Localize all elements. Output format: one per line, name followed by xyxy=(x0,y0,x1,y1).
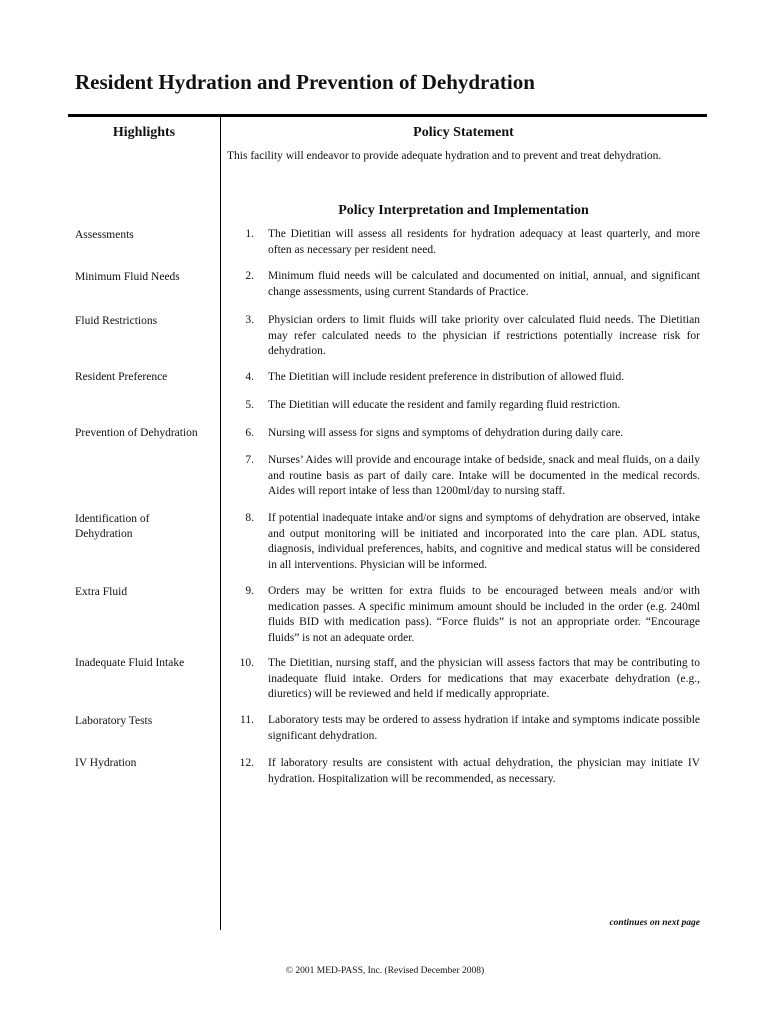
page-title: Resident Hydration and Prevention of Dehydration xyxy=(75,70,535,94)
item-text: Nurses’ Aides will provide and encourage intake of bedside, snack and meal fluids, on a daily and routine basis as part of daily care. Intake will be documented in the medical records. Aides will report intake of less than 1200ml/day to nursing staff. xyxy=(268,454,700,497)
item-text: Orders may be written for extra fluids to be encouraged between meals and/or with medication passes. A specific minimum amount should be included in the order (e.g. 240ml fluids BID with medication pass). “Force fluids” is not an appropriate order. “Encourage fluids” is not an adequate order. xyxy=(268,585,700,644)
item-number: 3. xyxy=(245,314,254,326)
title-rule xyxy=(68,114,707,117)
item-text: The Dietitian, nursing staff, and the physician will assess factors that may be contributing to inadequate fluid intake. Orders for medications that may exacerbate dehydration (e.g., diuretics) will be reviewed and held if medically appropriate. xyxy=(268,657,700,700)
highlight-assessments: Assessments xyxy=(75,229,134,241)
highlight-extra-fluid: Extra Fluid xyxy=(75,586,128,598)
item-number: 9. xyxy=(245,585,254,597)
item-text: Laboratory tests may be ordered to assess hydration if intake and symptoms indicate possible significant dehydration. xyxy=(268,714,700,742)
highlight-minimum-fluid-needs: Minimum Fluid Needs xyxy=(75,271,180,283)
item-text: If potential inadequate intake and/or signs and symptoms of dehydration are observed, intake and output monitoring will be initiated and incorporated into the care plan. ADL status, diagnosis, individual preferences, habits, and cognitive and medical status will be considered in all interventions. Physician will be informed. xyxy=(268,512,700,571)
item-text: The Dietitian will educate the resident and family regarding fluid restriction. xyxy=(268,399,621,411)
policy-statement-text: This facility will endeavor to provide adequate hydration and to prevent and treat dehydration. xyxy=(227,150,662,162)
item-text: Physician orders to limit fluids will take priority over calculated fluid needs. The Dietitian may refer calculated needs to the physician if restrictions potentially increase risk for dehydration. xyxy=(268,314,700,357)
item-number: 1. xyxy=(245,228,254,240)
highlight-inadequate-fluid-intake: Inadequate Fluid Intake xyxy=(75,657,185,669)
item-number: 4. xyxy=(245,371,254,383)
highlights-heading: Highlights xyxy=(112,125,176,140)
item-text: The Dietitian will assess all residents for hydration adequacy at least quarterly, and more often as necessary per resident need. xyxy=(268,228,700,256)
item-number: 8. xyxy=(245,512,254,524)
continues-note: continues on next page xyxy=(609,918,700,928)
item-text: Minimum fluid needs will be calculated and documented on initial, annual, and significant change assessments, using current Standards of Practice. xyxy=(268,270,700,298)
highlight-identification-of-dehydration: Identification of Dehydration xyxy=(75,513,150,540)
highlight-iv-hydration: IV Hydration xyxy=(75,757,137,769)
copyright-footer: © 2001 MED-PASS, Inc. (Revised December 2008) xyxy=(285,966,485,976)
item-text: The Dietitian will include resident preference in distribution of allowed fluid. xyxy=(268,371,625,383)
item-text: Nursing will assess for signs and symptoms of dehydration during daily care. xyxy=(268,427,624,439)
highlight-fluid-restrictions: Fluid Restrictions xyxy=(75,315,158,327)
highlight-resident-preference: Resident Preference xyxy=(75,371,168,383)
interpretation-heading: Policy Interpretation and Implementation xyxy=(338,203,589,218)
item-number: 2. xyxy=(245,270,254,282)
item-number: 10. xyxy=(239,657,254,669)
item-number: 6. xyxy=(245,427,254,439)
highlight-laboratory-tests: Laboratory Tests xyxy=(75,715,153,727)
item-text: If laboratory results are consistent with actual dehydration, the physician may initiate IV hydration. Hospitalization will be recommended, as necessary. xyxy=(268,757,700,785)
policy-statement-heading: Policy Statement xyxy=(413,125,514,140)
item-number: 11. xyxy=(240,714,254,726)
highlight-prevention-of-dehydration: Prevention of Dehydration xyxy=(75,427,198,439)
item-number: 12. xyxy=(239,757,254,769)
item-number: 5. xyxy=(245,399,254,411)
item-number: 7. xyxy=(245,454,254,466)
